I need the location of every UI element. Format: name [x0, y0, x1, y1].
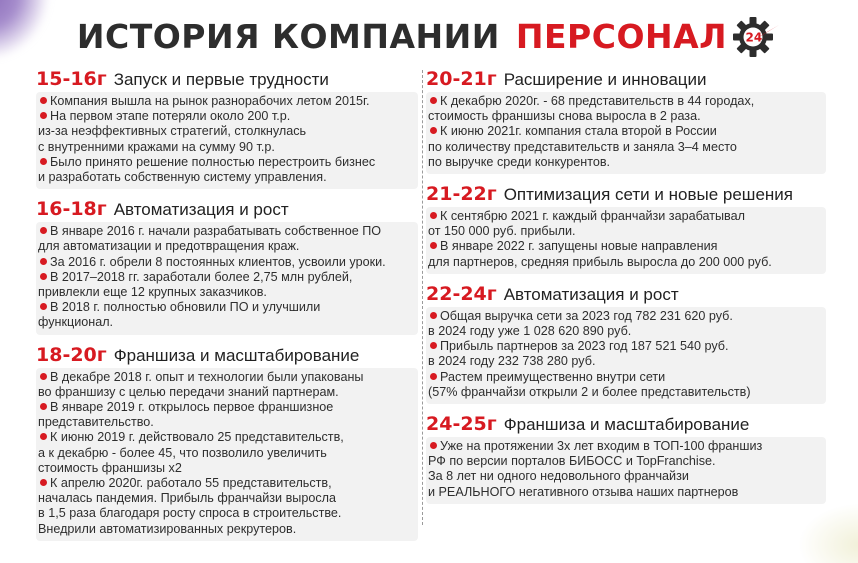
section-title: Автоматизация и рост [503, 284, 679, 304]
bullet-dot-icon [430, 373, 437, 380]
list-item: В 2018 г. полностью обновили ПО и улучшили [38, 300, 414, 315]
list-item: В 2017–2018 гг. заработали более 2,75 млн рублей, [38, 270, 414, 285]
bullet-dot-icon [430, 127, 437, 134]
bullet-dot-icon [40, 479, 47, 486]
bullet-dot-icon [40, 373, 47, 380]
list-item: К сентябрю 2021 г. каждый франчайзи зарабатывал [428, 209, 822, 224]
section-body [426, 207, 826, 274]
list-item: В январе 2022 г. запущены новые направления [428, 239, 822, 254]
section-year: 21-22г [426, 183, 497, 206]
list-item-continuation: а к декабрю - более 45, что позволило увеличить [38, 445, 327, 460]
list-item-continuation: и РЕАЛЬНОГО негативного отзыва наших партнеров [428, 484, 739, 499]
list-item-continuation: РФ по версии порталов БИБОСС и TopFranchise. [428, 454, 716, 469]
list-item: За 2016 г. обрели 8 постоянных клиентов, усвоили уроки. [38, 255, 414, 270]
section-body [36, 222, 418, 334]
bullet-dot-icon [430, 442, 437, 449]
bullet-dot-icon [430, 212, 437, 219]
list-item: Прибыль партнеров за 2023 год 187 521 540 руб. [428, 339, 822, 354]
section-year: 22-24г [426, 282, 497, 305]
list-item-continuation: для партнеров, средняя прибыль выросла до 200 000 руб. [428, 254, 772, 269]
section-body [426, 437, 826, 504]
list-item-continuation: по выручке среди конкурентов. [428, 154, 611, 169]
page-title [77, 17, 727, 56]
list-item-continuation: во франшизу с целью передачи знаний партнерам. [38, 384, 339, 399]
title-text: ИСТОРИЯ КОМПАНИИ [76, 16, 500, 56]
bullet-dot-icon [40, 403, 47, 410]
list-item: Компания вышла на рынок разнорабочих летом 2015г. [38, 94, 414, 109]
list-item-continuation: началась пандемия. Прибыль франчайзи выросла [38, 491, 336, 506]
gear-24-logo-icon [731, 14, 781, 60]
bullet-dot-icon [40, 97, 47, 104]
section-body [426, 92, 826, 174]
list-item: К декабрю 2020г. - 68 представительств в 44 городах, [428, 94, 822, 109]
list-item-continuation: в 2024 году 232 738 280 руб. [428, 354, 596, 369]
section-year: 20-21г [426, 68, 497, 90]
list-item: К апрелю 2020г. работало 55 представительств, [38, 476, 414, 491]
bullet-dot-icon [430, 97, 437, 104]
section-16-18 [36, 198, 418, 334]
page-header [0, 12, 858, 60]
section-body [36, 368, 418, 541]
bullet-dot-icon [40, 158, 47, 165]
section-title: Оптимизация сети и новые решения [503, 185, 793, 205]
list-item: Было принято решение полностью перестроить бизнес [38, 155, 414, 170]
list-item-continuation: от 150 000 руб. прибыли. [428, 224, 576, 239]
list-item-continuation: привлекли еще 12 крупных заказчиков. [38, 285, 267, 300]
list-item-continuation: представительство. [38, 415, 154, 430]
section-body [36, 92, 418, 189]
section-21-22 [426, 183, 826, 274]
section-year: 15-16г [36, 68, 107, 90]
list-item-continuation: функционал. [38, 315, 114, 330]
list-item-continuation: (57% франчайзи открыли 2 и более представительств) [428, 384, 751, 399]
bullet-dot-icon [40, 273, 47, 280]
list-item: К июню 2021г. компания стала второй в России [428, 124, 822, 139]
section-title: Автоматизация и рост [113, 200, 289, 220]
list-item-continuation: для автоматизации и предотвращения краж. [38, 239, 300, 254]
list-item: На первом этапе потеряли около 200 т.р. [38, 109, 414, 124]
section-year: 16-18г [36, 198, 107, 221]
bullet-dot-icon [430, 312, 437, 319]
bullet-dot-icon [40, 227, 47, 234]
list-item: В январе 2019 г. открылось первое франшизное [38, 400, 414, 415]
list-item-continuation: стоимость франшизы снова выросла в 2 раза. [428, 109, 701, 124]
list-item-continuation: с внутренними кражами на сумму 90 т.р. [38, 139, 275, 154]
section-year: 18-20г [36, 343, 107, 366]
bullet-dot-icon [40, 433, 47, 440]
list-item: В декабре 2018 г. опыт и технологии были упакованы [38, 370, 414, 385]
section-title: Запуск и первые трудности [113, 70, 329, 89]
bullet-dot-icon [40, 258, 47, 265]
list-item-continuation: За 8 лет ни одного недовольного франчайзи [428, 469, 689, 484]
list-item-continuation: в 1,5 раза благодаря росту спроса в строительстве. [38, 506, 342, 521]
section-year: 24-25г [426, 413, 497, 436]
list-item-continuation: и разработать собственную систему управления. [38, 170, 327, 185]
list-item-continuation: стоимость франшизы х2 [38, 460, 182, 475]
bullet-dot-icon [40, 303, 47, 310]
bullet-dot-icon [40, 112, 47, 119]
section-20-21 [426, 68, 826, 174]
section-title: Расширение и инновации [503, 70, 707, 89]
section-18-20 [36, 344, 418, 541]
section-title: Франшиза и масштабирование [113, 345, 360, 365]
right-column [426, 68, 826, 513]
section-24-25 [426, 413, 826, 504]
list-item-continuation: Внедрили автоматизированных рекрутеров. [38, 521, 297, 536]
list-item: В январе 2016 г. начали разрабатывать собственное ПО [38, 224, 414, 239]
bullet-dot-icon [430, 242, 437, 249]
list-item: Общая выручка сети за 2023 год 782 231 620 руб. [428, 309, 822, 324]
section-22-24 [426, 283, 826, 404]
list-item: К июню 2019 г. действовало 25 представительств, [38, 430, 414, 445]
list-item-continuation: в 2024 году уже 1 028 620 890 руб. [428, 324, 632, 339]
list-item: Растем преимущественно внутри сети [428, 370, 822, 385]
bullet-dot-icon [430, 342, 437, 349]
section-body [426, 307, 826, 404]
list-item-continuation: из-за неэффективных стратегий, столкнулась [38, 124, 307, 139]
column-divider [422, 70, 423, 525]
list-item: Уже на протяжении 3х лет входим в ТОП-100 франшиз [428, 439, 822, 454]
section-15-16 [36, 68, 418, 189]
left-column [36, 68, 418, 550]
svg-text:24: 24 [745, 30, 763, 45]
list-item-continuation: по количеству представительств и заняла 3–4 место [428, 139, 737, 154]
brand-name: ПЕРСОНАЛ [515, 16, 728, 56]
section-title: Франшиза и масштабирование [503, 415, 750, 435]
